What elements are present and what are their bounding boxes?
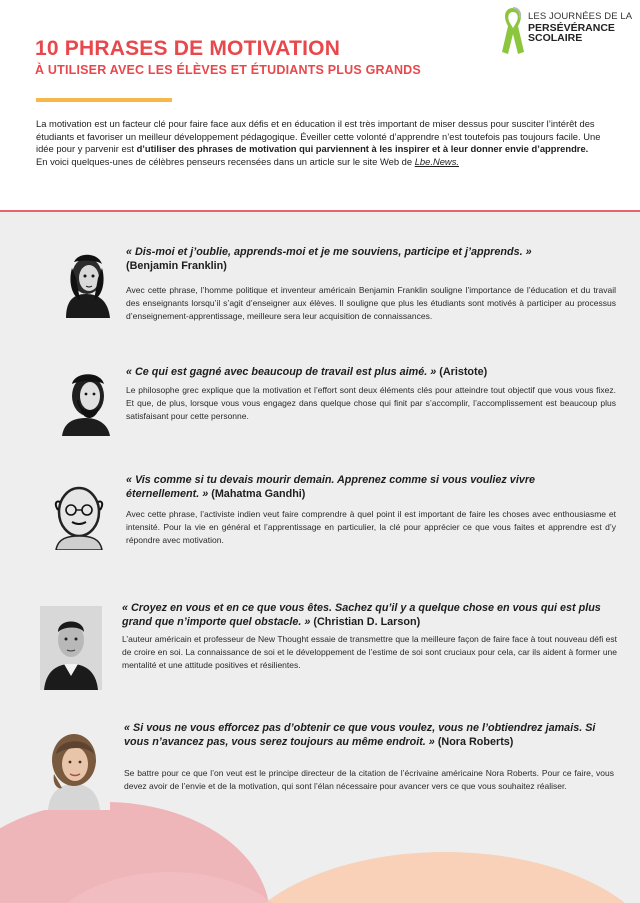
intro-link[interactable]: Lbe.News.: [414, 155, 459, 167]
aristote-portrait: [52, 366, 122, 436]
quote-body: « Si vous ne vous efforcez pas d’obtenir ce que vous voulez, vous ne l’obtiendrez jamais. Si vous n’avancez pas, vous serez toujours au même endroit. »: [124, 722, 596, 748]
decorative-blob: [225, 852, 640, 903]
ribbon-icon: [500, 4, 526, 58]
quote-author: (Aristote): [439, 366, 488, 378]
quote-author: (Christian D. Larson): [313, 615, 421, 628]
quote-text: [126, 366, 616, 380]
intro-paragraph: [36, 118, 608, 168]
logo: [500, 4, 640, 58]
logo-text: [528, 12, 632, 44]
quote-body: « Dis-moi et j’oublie, apprends-moi et je me souviens, participe et j’apprends. »: [126, 246, 532, 258]
quote-description: Avec cette phrase, l’homme politique et inventeur américain Benjamin Franklin souligne l’importance de l’éducation et du travail des enseignants lorsqu’il s’agit d’enseigner aux élèves. Il souligne que plus les étudiants sont motivés à participer au processus d’enseignement-apprentissage, meilleure sera leur acquisition de connaissances.: [126, 285, 616, 321]
quote-author: (Benjamin Franklin): [126, 259, 227, 272]
mahatma-gandhi-portrait: [44, 480, 114, 550]
page-subtitle: À UTILISER AVEC LES ÉLÈVES ET ÉTUDIANTS PLUS GRANDS: [35, 63, 421, 77]
quote-body: « Vis comme si tu devais mourir demain. Apprenez comme si vous vouliez vivre éternellement. »: [126, 474, 536, 500]
logo-line-2: PERSÉVÉRANCE: [528, 21, 615, 34]
page-title: 10 PHRASES DE MOTIVATION: [35, 37, 341, 60]
quote-author: (Mahatma Gandhi): [211, 487, 306, 500]
quote-text: [126, 474, 606, 501]
quote-body: « Ce qui est gagné avec beaucoup de travail est plus aimé. »: [126, 366, 437, 378]
intro-text-2: En voici quelques-unes de célèbres penseurs recensées dans un article sur le site Web de: [36, 155, 415, 167]
logo-line-3: SCOLAIRE: [528, 32, 583, 44]
header-section: [0, 0, 640, 212]
quote-author: (Nora Roberts): [437, 735, 514, 748]
accent-bar: [36, 98, 172, 102]
quote-description: L’auteur américain et professeur de New Thought essaie de transmettre que la meilleure façon de faire face à tout nouveau défi est de croire en soi. La connaissance de soi et le développement de l’estime de soi sont cruciaux pour cela, car ils aident à former une mentalité et une attitude positives et résilientes.: [122, 634, 617, 670]
quote-description: Se battre pour ce que l’on veut est le principe directeur de la citation de l’écrivaine américaine Nora Roberts. Pour ce faire, vous devez avoir de l’envie et de la motivation, qui sont l’élan nécessaire pour avancer vers ce que vous souhaitez réaliser.: [124, 768, 614, 791]
intro-text-1: La motivation est un facteur clé pour faire face aux défis et en éducation il est très important de miser dessus pour susciter l’intérêt des étudiants et favoriser un meilleur développement pédagogique. Éveiller cette volonté d’apprendre n’est toutefois pas toujours facile. Une idée pour y parvenir est: [36, 118, 601, 155]
christian-larson-portrait: [40, 606, 102, 690]
benjamin-franklin-portrait: [52, 248, 122, 318]
nora-roberts-portrait: [38, 724, 110, 810]
quote-body: « Croyez en vous et en ce que vous êtes. Sachez qu’il y a quelque chose en vous qui est plus grand que n’importe quel obstacle. »: [122, 602, 601, 628]
quote-text: [126, 246, 616, 273]
quote-description: Le philosophe grec explique que la motivation et l’effort sont deux éléments clés pour atteindre tout objectif que vous vous fixez. Et que, de plus, lorsque vous vous engagez dans quelque chose qui finit par s’accomplir, l’accomplissement est beaucoup plus satisfaisant pour cette personne.: [126, 385, 616, 421]
quote-description: Avec cette phrase, l’activiste indien veut faire comprendre à quel point il est important de faire les choses avec enthousiasme et intensité. Pour la vie en général et l’apprentissage en particulier, la clé pour apprécier ce que vous faites et apprendre est d’y répondre avec motivation.: [126, 509, 616, 545]
intro-bold: d’utiliser des phrases de motivation qui parviennent à les inspirer et à leur donner envie d’apprendre.: [136, 143, 589, 155]
logo-line-1: LES JOURNÉES DE LA: [528, 11, 633, 22]
quote-text: [124, 722, 614, 749]
quote-text: [122, 602, 617, 629]
quotes-section: [0, 212, 640, 903]
